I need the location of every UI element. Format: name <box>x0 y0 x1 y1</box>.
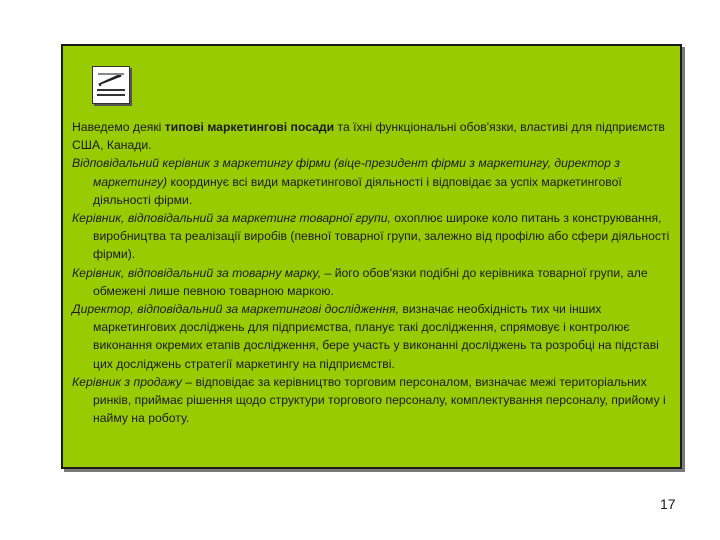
role-title: Керівник з продажу <box>72 374 182 389</box>
intro-bold-text: типові маркетингові посади <box>164 120 335 134</box>
page-number: 17 <box>660 496 676 512</box>
role-title: Відповідальний керівник з маркетингу фірми (віце-президент фірми з маркетингу, директор з маркетингу) <box>72 156 620 189</box>
role-description: визначає необхідність тих чи інших маркетингових досліджень для підприємства, планує такі дослідження, спрямовує і контролює виконання окремих етапів дослідження, бере участь у виконанні досліджень та розробці на підставі цих досліджень стратегії маркетингу на підприємстві. <box>93 302 659 371</box>
slide-text <box>72 118 678 427</box>
role-paragraph-2 <box>72 209 678 264</box>
role-paragraph-4 <box>72 300 678 373</box>
role-description: – його обов'язки подібні до керівника товарної групи, але обмежені лише певною товарною маркою. <box>93 265 648 298</box>
role-paragraph-5 <box>72 373 678 428</box>
slide-frame <box>61 44 682 469</box>
intro-paragraph <box>72 118 678 154</box>
role-title: Керівник, відповідальний за товарну марку, <box>72 265 322 280</box>
role-description: охоплює широке коло питань з конструювання, виробництва та реалізації виробів (певної товарної групи, залежно від профілю або сфери діяльності фірми). <box>93 211 670 262</box>
role-description: координує всі види маркетингової діяльності і відповідає за успіх маркетингової діяльності фірми. <box>93 174 622 207</box>
role-paragraph-3 <box>72 264 678 300</box>
role-paragraph-1 <box>72 154 678 209</box>
role-title: Керівник, відповідальний за маркетинг товарної групи, <box>72 211 391 226</box>
intro-text-before: Наведемо деякі <box>72 120 165 134</box>
document-icon <box>92 66 130 104</box>
role-description: – відповідає за керівництво торговим персоналом, визначає межі територіальних ринків, приймає рішення щодо структури торгового персоналу, комплектування персоналу, прийому і найму на роботу. <box>93 374 666 426</box>
intro-text-after: та їхні функціональні обов'язки, властиві для підприємств США, Канади. <box>72 120 665 153</box>
role-title: Директор, відповідальний за маркетингові дослідження, <box>72 302 399 317</box>
